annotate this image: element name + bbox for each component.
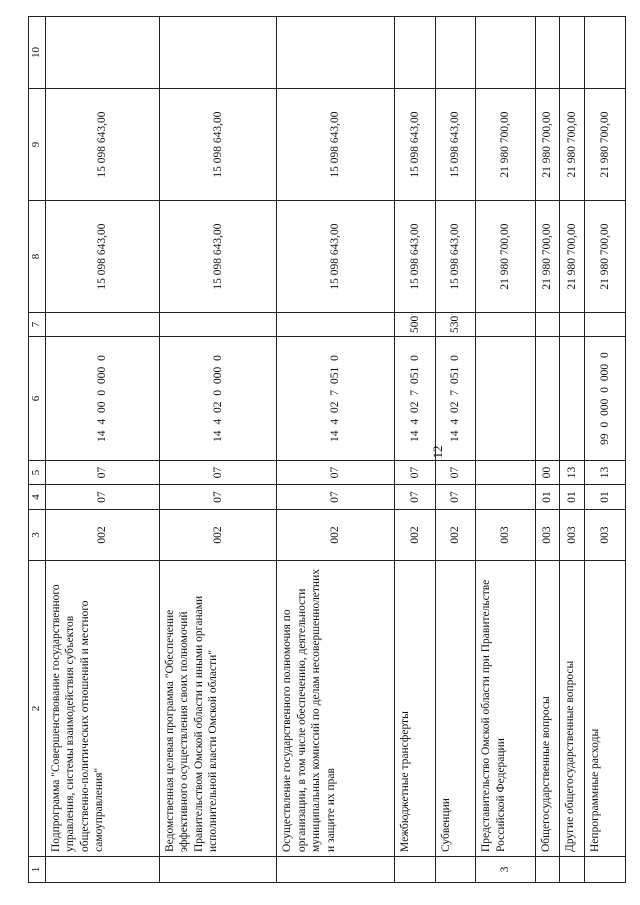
expense-name: Представительство Омской области при Правительстве Российской Федерации [476, 561, 535, 857]
amount-col-9: 21 980 700,00 [535, 89, 560, 201]
table-row [159, 17, 276, 883]
expense-type-code [46, 313, 160, 337]
expense-type-code: 530 [435, 313, 476, 337]
target-article-code [560, 337, 585, 461]
ministry-code: 003 [560, 510, 585, 561]
row-number [585, 857, 626, 883]
amount-col-10 [560, 17, 585, 89]
table-row [394, 17, 435, 883]
subsection-code: 13 [585, 461, 626, 485]
target-article-code: 14 4 02 7 051 0 [277, 337, 394, 461]
budget-table-rotated [28, 17, 626, 883]
col-header-3: 3 [29, 510, 46, 561]
section-code: 01 [585, 485, 626, 510]
budget-table [28, 16, 626, 883]
amount-col-9: 21 980 700,00 [585, 89, 626, 201]
expense-type-code [476, 313, 535, 337]
amount-col-8: 21 980 700,00 [560, 201, 585, 313]
amount-col-10 [394, 17, 435, 89]
section-code: 07 [435, 485, 476, 510]
ministry-code: 002 [394, 510, 435, 561]
expense-type-code [585, 313, 626, 337]
expense-type-code: 500 [394, 313, 435, 337]
section-code: 01 [535, 485, 560, 510]
expense-name: Непрограммные расходы [585, 561, 626, 857]
amount-col-8: 15 098 643,00 [435, 201, 476, 313]
amount-col-8: 15 098 643,00 [159, 201, 276, 313]
target-article-code: 99 0 000 0 000 0 [585, 337, 626, 461]
col-header-2: 2 [29, 561, 46, 857]
subsection-code: 07 [277, 461, 394, 485]
row-number [159, 857, 276, 883]
section-code: 07 [159, 485, 276, 510]
target-article-code: 14 4 02 0 000 0 [159, 337, 276, 461]
target-article-code [535, 337, 560, 461]
row-number [394, 857, 435, 883]
ministry-code: 003 [476, 510, 535, 561]
amount-col-8: 21 980 700,00 [535, 201, 560, 313]
table-row [476, 17, 535, 883]
amount-col-9: 15 098 643,00 [46, 89, 160, 201]
table-row [585, 17, 626, 883]
expense-type-code [535, 313, 560, 337]
expense-name: Ведомственная целевая программа "Обеспечение эффективного осуществления своих полномочий Правительством Омской области и иными органами исполнительной власти Омской области" [159, 561, 276, 857]
subsection-code: 07 [159, 461, 276, 485]
expense-name: Подпрограмма "Совершенствование государственного управления, системы взаимодействия субъектов общественно-политических отношений и местного самоуправления" [46, 561, 160, 857]
amount-col-8: 21 980 700,00 [585, 201, 626, 313]
amount-col-9: 15 098 643,00 [159, 89, 276, 201]
ministry-code: 002 [159, 510, 276, 561]
target-article-code: 14 4 02 7 051 0 [394, 337, 435, 461]
ministry-code: 002 [277, 510, 394, 561]
table-row [277, 17, 394, 883]
expense-name: Межбюджетные трансферты [394, 561, 435, 857]
amount-col-8: 21 980 700,00 [476, 201, 535, 313]
ministry-code: 003 [585, 510, 626, 561]
section-code: 01 [560, 485, 585, 510]
col-header-5: 5 [29, 461, 46, 485]
col-header-6: 6 [29, 337, 46, 461]
table-row [560, 17, 585, 883]
ministry-code: 002 [435, 510, 476, 561]
target-article-code: 14 4 02 7 051 0 [435, 337, 476, 461]
header-row [29, 17, 46, 883]
col-header-4: 4 [29, 485, 46, 510]
amount-col-8: 15 098 643,00 [277, 201, 394, 313]
row-number [535, 857, 560, 883]
amount-col-10 [585, 17, 626, 89]
amount-col-10 [435, 17, 476, 89]
section-code [476, 485, 535, 510]
subsection-code: 07 [435, 461, 476, 485]
expense-name: Осуществление государственного полномочия по организации, в том числе обеспечению, деятельности муниципальных комиссий по делам несовершеннолетних и защите их прав [277, 561, 394, 857]
amount-col-9: 15 098 643,00 [435, 89, 476, 201]
amount-col-8: 15 098 643,00 [394, 201, 435, 313]
subsection-code: 00 [535, 461, 560, 485]
subsection-code: 07 [46, 461, 160, 485]
col-header-9: 9 [29, 89, 46, 201]
expense-name: Субвенции [435, 561, 476, 857]
row-number [560, 857, 585, 883]
col-header-7: 7 [29, 313, 46, 337]
page-number: 12 [430, 445, 445, 459]
ministry-code: 002 [46, 510, 160, 561]
table-row [435, 17, 476, 883]
amount-col-9: 15 098 643,00 [277, 89, 394, 201]
target-article-code [476, 337, 535, 461]
row-number: 3 [476, 857, 535, 883]
amount-col-10 [159, 17, 276, 89]
amount-col-10 [46, 17, 160, 89]
expense-type-code [277, 313, 394, 337]
expense-name: Общегосударственные вопросы [535, 561, 560, 857]
table-row [46, 17, 160, 883]
target-article-code: 14 4 00 0 000 0 [46, 337, 160, 461]
expense-type-code [560, 313, 585, 337]
table-row [535, 17, 560, 883]
expense-type-code [159, 313, 276, 337]
col-header-1: 1 [29, 857, 46, 883]
ministry-code: 003 [535, 510, 560, 561]
col-header-8: 8 [29, 201, 46, 313]
amount-col-8: 15 098 643,00 [46, 201, 160, 313]
row-number [277, 857, 394, 883]
section-code: 07 [277, 485, 394, 510]
amount-col-9: 21 980 700,00 [560, 89, 585, 201]
subsection-code: 13 [560, 461, 585, 485]
section-code: 07 [394, 485, 435, 510]
amount-col-10 [277, 17, 394, 89]
amount-col-9: 21 980 700,00 [476, 89, 535, 201]
amount-col-9: 15 098 643,00 [394, 89, 435, 201]
expense-name: Другие общегосударственные вопросы [560, 561, 585, 857]
row-number [46, 857, 160, 883]
col-header-10: 10 [29, 17, 46, 89]
subsection-code: 07 [394, 461, 435, 485]
subsection-code [476, 461, 535, 485]
row-number [435, 857, 476, 883]
amount-col-10 [476, 17, 535, 89]
section-code: 07 [46, 485, 160, 510]
amount-col-10 [535, 17, 560, 89]
